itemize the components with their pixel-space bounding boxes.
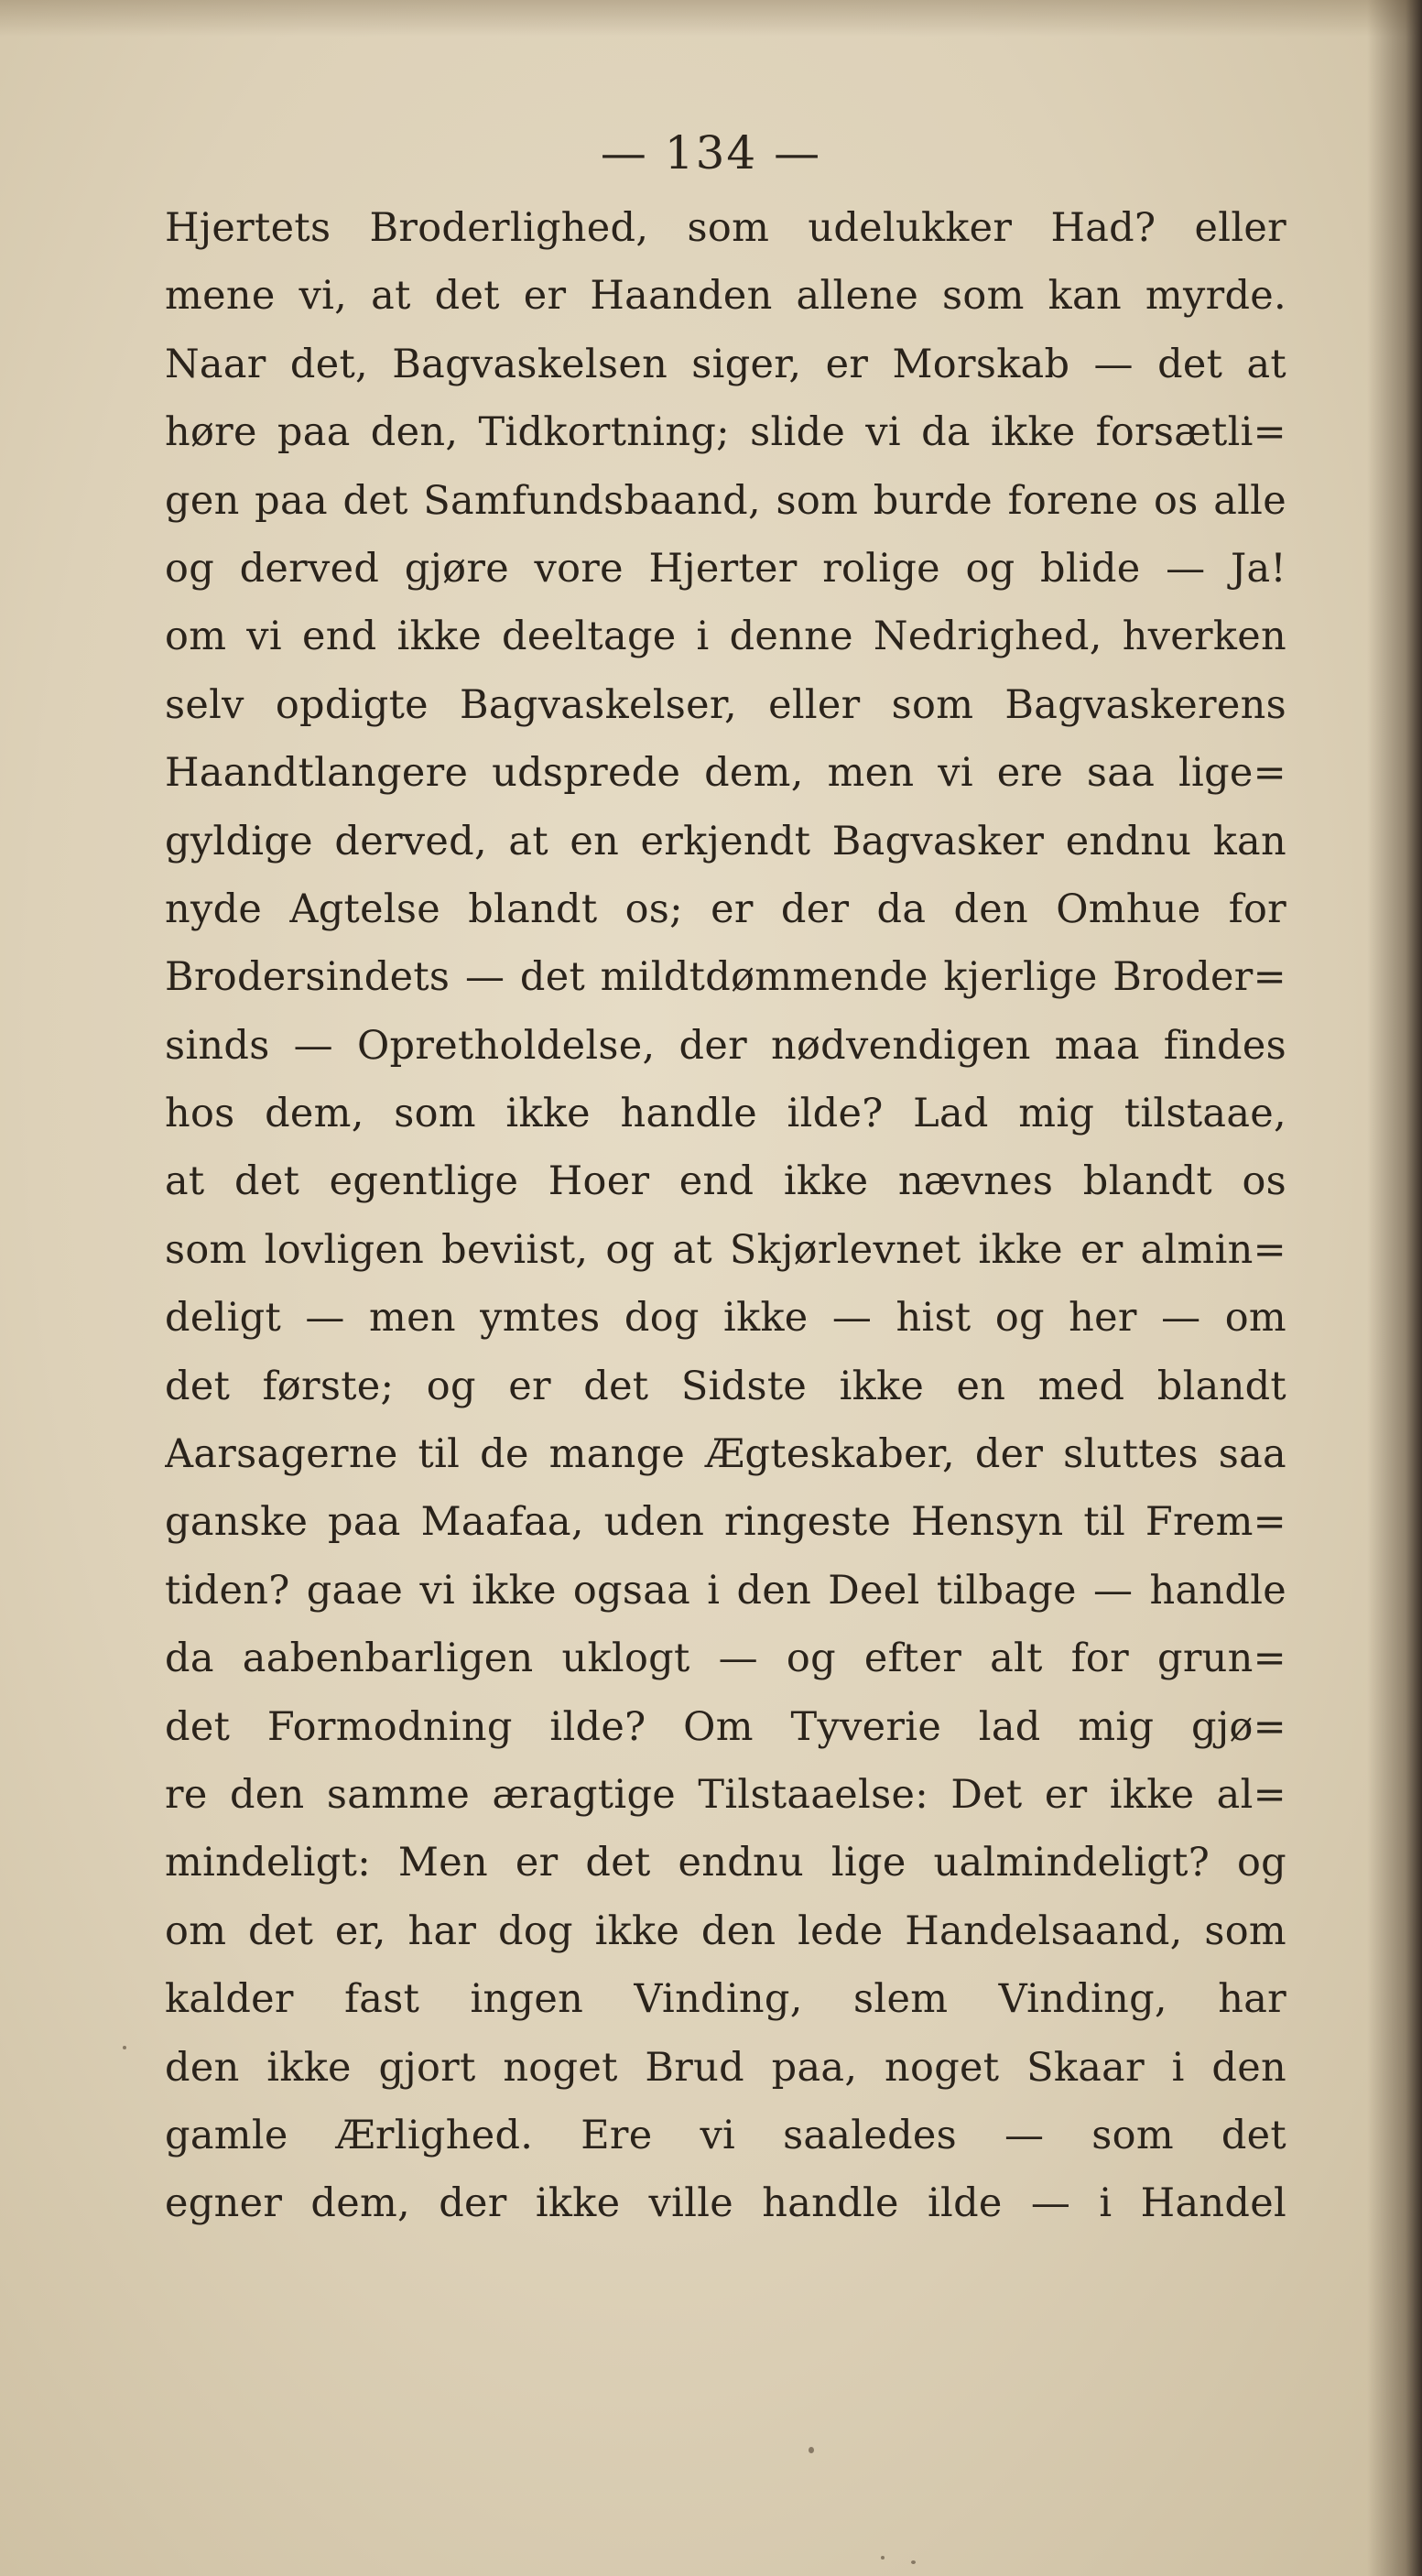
text-line: tiden? gaae vi ikke ogsaa i den Deel tilbage — handle	[165, 1567, 1286, 1614]
text-line: egner dem, der ikke ville handle ilde — i Handel	[165, 2180, 1286, 2227]
text-line: Brodersindets — det mildtdømmende kjerlige Broder=	[165, 954, 1286, 1001]
paper-speck	[881, 2556, 885, 2560]
text-line: at det egentlige Hoer end ikke nævnes blandt os	[165, 1158, 1286, 1205]
text-line: kalder fast ingen Vinding, slem Vinding, har	[165, 1976, 1286, 2023]
text-line: Hjertets Broderlighed, som udelukker Had? eller	[165, 205, 1286, 251]
text-line: mene vi, at det er Haanden allene som kan myrde.	[165, 273, 1286, 320]
text-line: deligt — men ymtes dog ikke — hist og her — om	[165, 1295, 1286, 1342]
text-line: om vi end ikke deeltage i denne Nedrighed, hverken	[165, 614, 1286, 660]
text-line: re den samme æragtige Tilstaaelse: Det er ikke al=	[165, 1771, 1286, 1818]
text-line: sinds — Opretholdelse, der nødvendigen maa findes	[165, 1022, 1286, 1069]
page-edge-shadow	[1367, 0, 1422, 2576]
text-line: gamle Ærlighed. Ere vi saaledes — som det	[165, 2112, 1286, 2158]
page-top-shadow	[0, 0, 1422, 37]
page-number: — 134 —	[600, 126, 822, 179]
text-line: hos dem, som ikke handle ilde? Lad mig tilstaae,	[165, 1091, 1286, 1137]
text-line: da aabenbarligen uklogt — og efter alt for grun=	[165, 1636, 1286, 1682]
text-line: Naar det, Bagvaskelsen siger, er Morskab — det at	[165, 341, 1286, 387]
text-line: det Formodning ilde? Om Tyverie lad mig gjø=	[165, 1703, 1286, 1750]
text-line: som lovligen beviist, og at Skjørlevnet ikke er almin=	[165, 1226, 1286, 1273]
paper-speck	[123, 2046, 126, 2049]
text-line: mindeligt: Men er det endnu lige ualmindeligt? og	[165, 1840, 1286, 1886]
text-line: om det er, har dog ikke den lede Handelsaand, som	[165, 1908, 1286, 1954]
text-line: Haandtlangere udsprede dem, men vi ere saa lige=	[165, 750, 1286, 797]
body-text	[165, 194, 1286, 2238]
paper-speck	[809, 2447, 814, 2453]
text-line: nyde Agtelse blandt os; er der da den Omhue for	[165, 886, 1286, 932]
text-line: høre paa den, Tidkortning; slide vi da ikke forsætli=	[165, 409, 1286, 456]
text-line: det første; og er det Sidste ikke en med blandt	[165, 1363, 1286, 1409]
paper-speck	[911, 2560, 916, 2564]
text-line: og derved gjøre vore Hjerter rolige og blide — Ja!	[165, 545, 1286, 592]
text-line: selv opdigte Bagvaskelser, eller som Bagvaskerens	[165, 681, 1286, 728]
text-line: Aarsagerne til de mange Ægteskaber, der sluttes saa	[165, 1431, 1286, 1478]
text-line: gen paa det Samfundsbaand, som burde forene os alle	[165, 477, 1286, 524]
text-line: den ikke gjort noget Brud paa, noget Skaar i den	[165, 2044, 1286, 2091]
text-line: gyldige derved, at en erkjendt Bagvasker endnu kan	[165, 818, 1286, 864]
text-line: ganske paa Maafaa, uden ringeste Hensyn til Frem=	[165, 1499, 1286, 1546]
